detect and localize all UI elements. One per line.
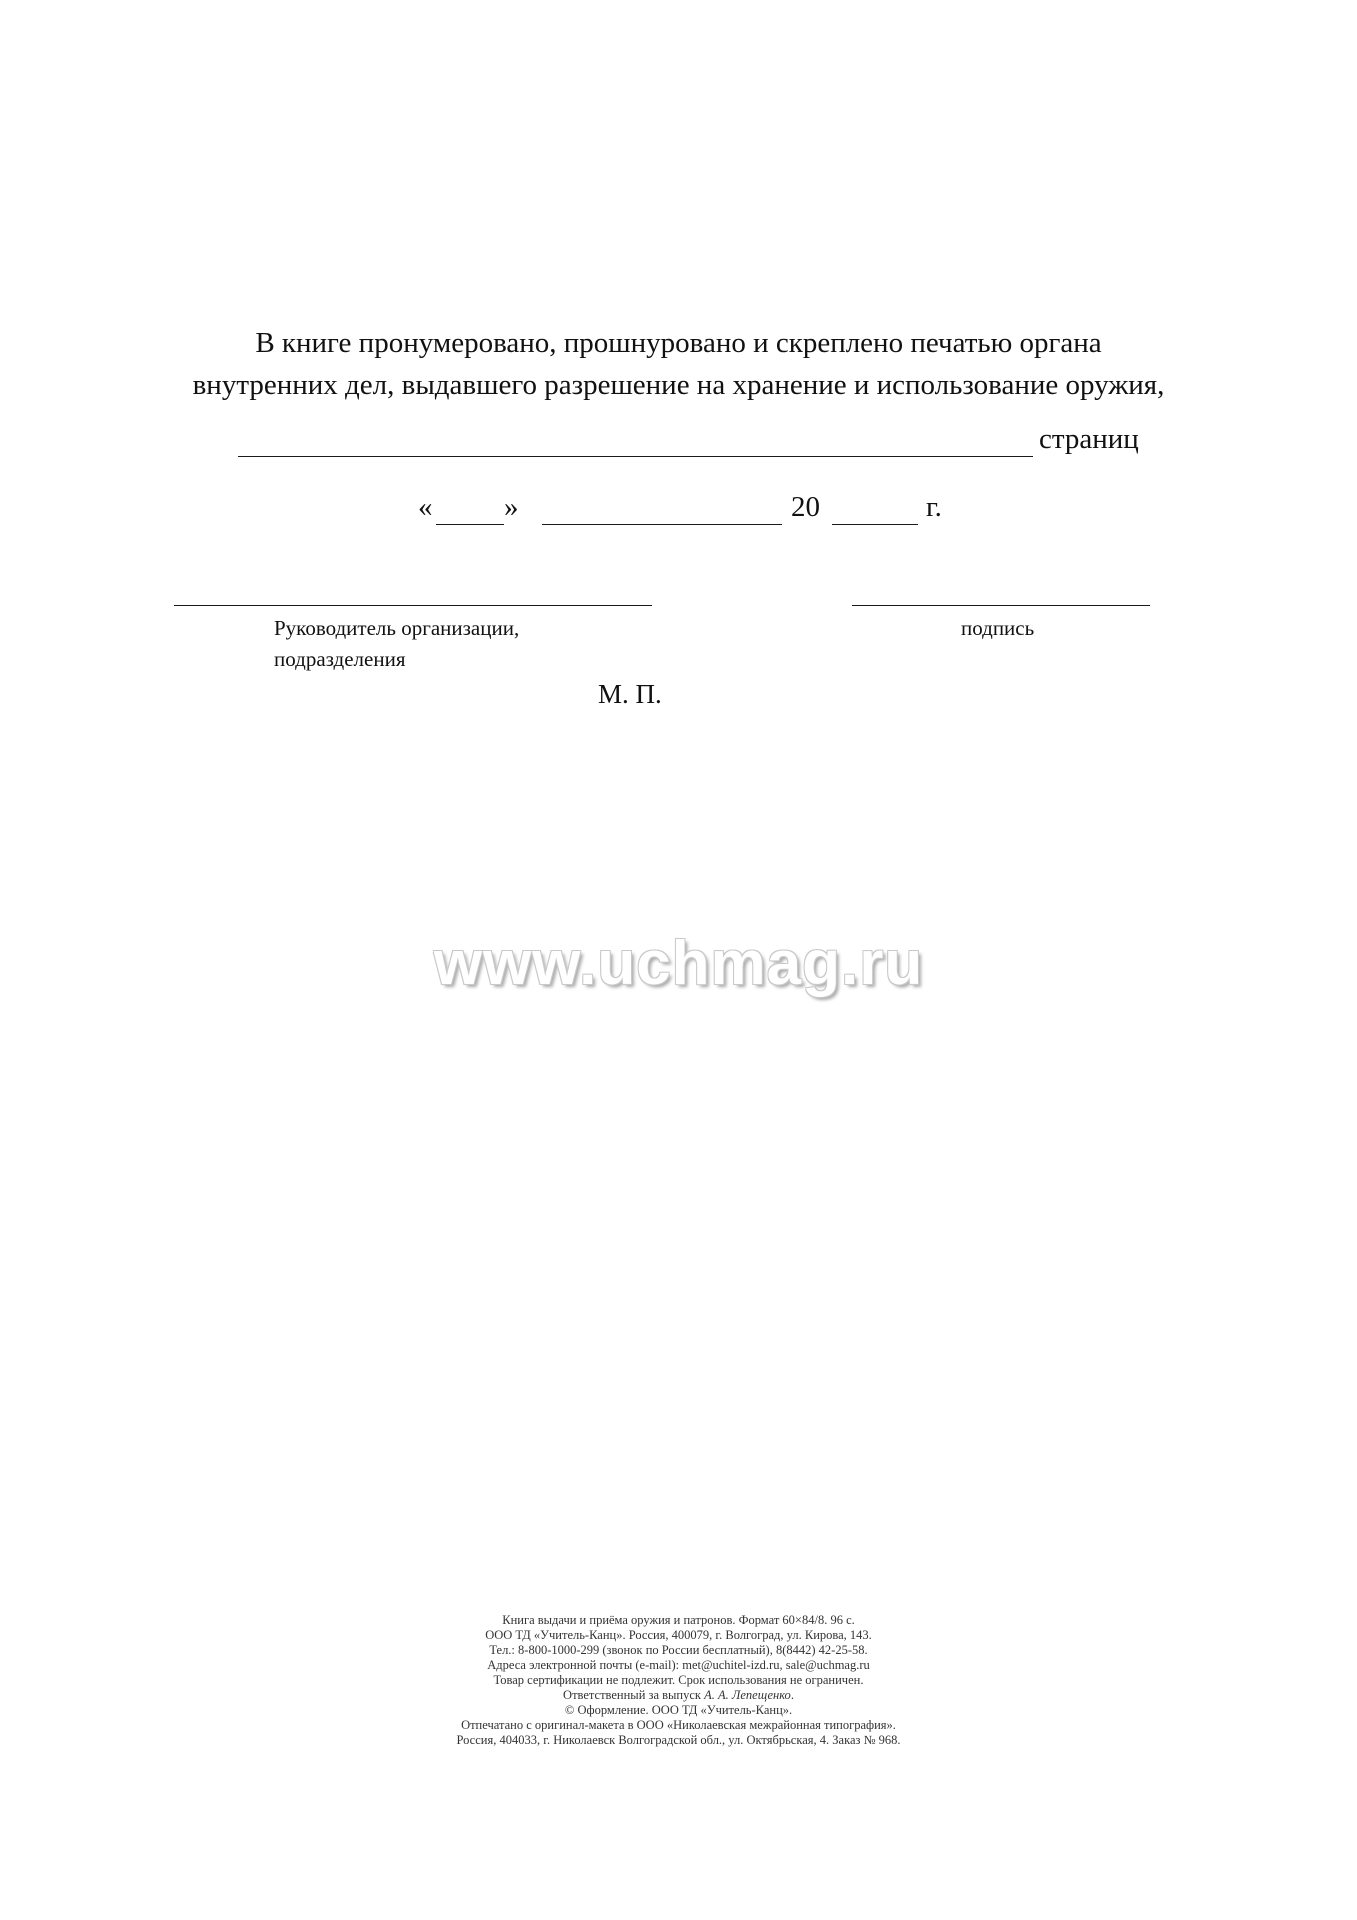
pages-word: страниц [1039,423,1139,455]
head-label-line-2: подразделения [274,647,406,671]
imprint-line-3: Тел.: 8-800-1000-299 (звонок по России бесплатный), 8(8442) 42-25-58. [489,1643,868,1657]
imprint-line-7: © Оформление. ООО ТД «Учитель-Канц». [564,1703,793,1717]
pages-count-blank [238,456,1033,457]
date-close-quote: » [504,491,519,523]
imprint-line-5: Товар сертификации не подлежит. Срок использования не ограничен. [493,1673,864,1687]
imprint-responsible-name: А. А. Лепещенко [704,1688,791,1702]
publisher-imprint [0,1613,1357,1748]
imprint-line-2: ООО ТД «Учитель-Канц». Россия, 400079, г. Волгоград, ул. Кирова, 143. [485,1628,872,1642]
imprint-line-8: Отпечатано с оригинал-макета в ООО «Николаевская межрайонная типография». [461,1718,896,1732]
imprint-line-1: Книга выдачи и приёма оружия и патронов. Формат 60×84/8. 96 с. [502,1613,855,1627]
date-day-blank [436,524,504,525]
certificate-line-1: В книге пронумеровано, прошнуровано и скреплено печатью органа [255,327,1102,359]
imprint-line-9: Россия, 404033, г. Николаевск Волгоградской обл., ул. Октябрьская, 4. Заказ № 968. [456,1733,901,1747]
signature-label: подпись [961,616,1035,640]
imprint-line-4: Адреса электронной почты (e-mail): met@uchitel-izd.ru, sale@uchmag.ru [487,1658,870,1672]
certificate-line-2: внутренних дел, выдавшего разрешение на хранение и использование оружия, [192,369,1165,401]
date-month-blank [542,524,782,525]
date-year-prefix: 20 [791,491,820,523]
imprint-line-6 [0,1688,1357,1703]
date-year-blank [832,524,918,525]
head-name-blank [174,605,652,606]
date-year-suffix: г. [926,491,942,523]
signature-blank [852,605,1150,606]
stamp-place-label: М. П. [598,679,662,709]
imprint-responsible-prefix: Ответственный за выпуск [563,1688,701,1702]
watermark: www.uchmag.ru [433,929,924,998]
head-label-line-1: Руководитель организации, [274,616,520,640]
date-open-quote: « [418,491,433,523]
imprint-responsible-suffix: . [790,1688,794,1702]
